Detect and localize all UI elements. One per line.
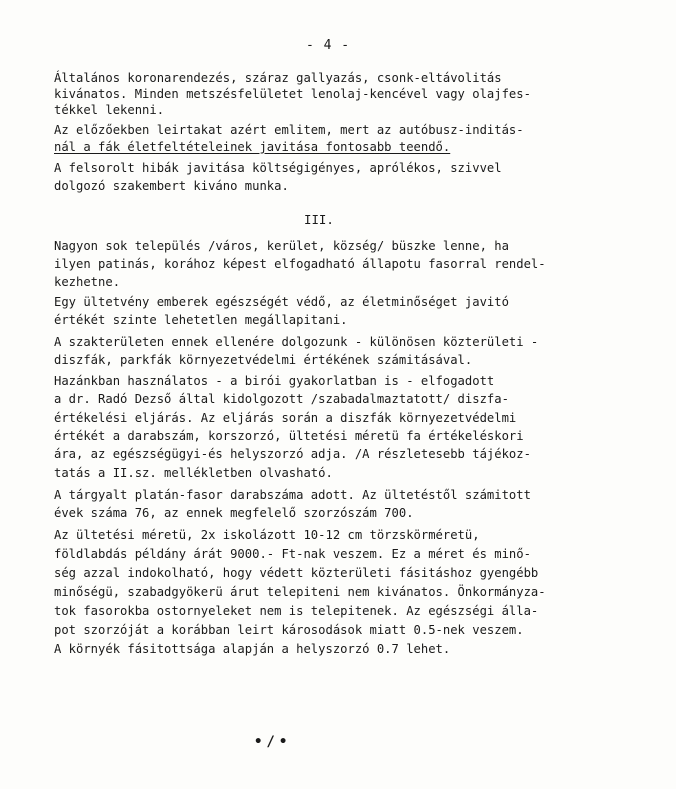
text-line: tok fasorokba ostornyeleket nem is telepitenek. Az egészségi álla- [54,604,539,618]
text-line: A tárgyalt platán-fasor darabszáma adott. Az ültetéstől számitott [54,488,531,502]
section-heading: III. [304,212,334,227]
text-line: A környék fásitottsága alapján a helyszorzó 0.7 lehet. [54,642,451,656]
text-line: minőségü, szabadgyökerü árut telepiteni nem kivánatos. Önkormányza- [54,585,546,599]
text-line: A szakterületen ennek ellenére dolgozunk - különösen közterületi - [54,335,539,349]
text-line: ára, az egészségügyi-és helyszorzó adja. /A részletesebb tájékoz- [54,447,531,461]
text-line: évek száma 76, az ennek megfelelő szorzószám 700. [54,506,414,520]
text-line: tatás a II.sz. mellékletben olvasható. [54,466,333,480]
text-line: kezhetne. [54,275,121,289]
text-line: tékkel lekenni. [54,103,165,117]
text-line: Egy ültetvény emberek egészségét védő, az életminőséget javitó [54,295,509,309]
text-line: Általános koronarendezés, száraz gallyazás, csonk-eltávolitás [54,71,502,85]
text-line: Hazánkban használatos - a birói gyakorlatban is - elfogadott [54,374,495,388]
continuation-mark: •/• [254,734,292,750]
text-line: ilyen patinás, korához képest elfogadható állapotu fasorral rendel- [54,257,546,271]
text-line: ség azzal indokolható, hogy védett közterületi fásitáshoz gyengébb [54,566,539,580]
page-number: - 4 - [306,38,351,53]
text-line: a dr. Radó Dezső által kidolgozott /szabadalmaztatott/ diszfa- [54,392,509,406]
text-line: Az előzőekben leirtakat azért emlitem, mert az autóbusz-inditás- [54,123,524,137]
text-line: dolgozó szakembert kiváno munka. [54,179,289,193]
text-line: kivánatos. Minden metszésfelületet lenolaj-kencével vagy olajfes- [54,87,531,101]
text-line: földlabdás példány árát 9000.- Ft-nak veszem. Ez a méret és minő- [54,547,531,561]
text-line: értékét szinte lehetetlen megállapitani. [54,313,348,327]
text-line: Nagyon sok település /város, kerület, község/ büszke lenne, ha [54,239,509,253]
text-line: értékét a darabszám, korszorzó, ültetési méretü fa értékeléskori [54,429,524,443]
text-line: A felsorolt hibák javitása költségigényes, aprólékos, szivvel [54,161,502,175]
text-line: Az ültetési méretü, 2x iskolázott 10-12 cm törzskörméretü, [54,528,480,542]
text-line: értékelési eljárás. Az eljárás során a diszfák környezetvédelmi [54,411,517,425]
text-line: pot szorzóját a korábban leirt károsodások miatt 0.5-nek veszem. [54,623,524,637]
text-line-underlined: nál a fák életfeltételeinek javitása fontosabb teendő. [54,140,451,154]
text-line: diszfák, parkfák környezetvédelmi értékének számitásával. [54,353,473,367]
